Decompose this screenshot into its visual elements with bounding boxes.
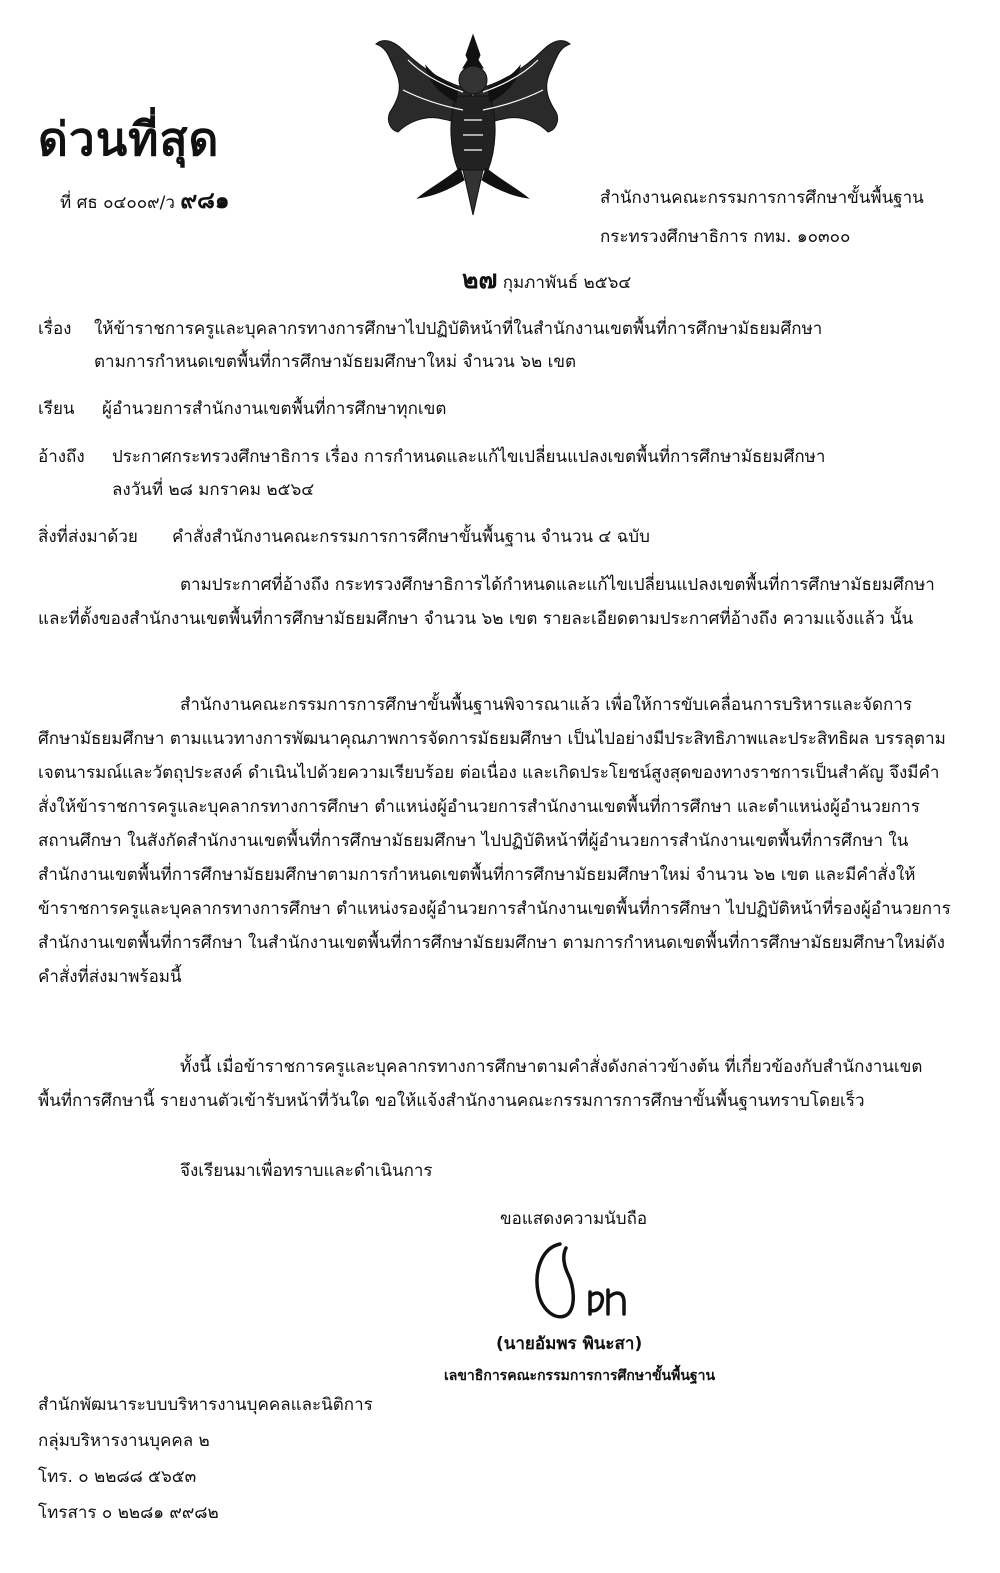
salutation-text: ผู้อำนวยการสำนักงานเขตพื้นที่การศึกษาทุกเขต [102,399,447,419]
signatory-name: (นายอัมพร พินะสา) [496,1334,643,1354]
handwritten-signature [528,1236,648,1326]
document-number-prefix: ที่ ศธ ๐๔๐๐๙/ว [60,193,175,213]
date-month-year: กุมภาพันธ์ ๒๕๖๔ [502,273,632,293]
salutation-label: เรียน [38,399,75,419]
document-number [60,183,230,219]
document-date [462,260,631,300]
office-name: สำนักงานคณะกรรมการการศึกษาขั้นพื้นฐาน [600,188,924,208]
document-number-value: ๙๘๑ [180,188,230,214]
reference-line-2: ลงวันที่ ๒๘ มกราคม ๒๕๖๔ [112,480,315,500]
footer-fax: โทรสาร ๐ ๒๒๘๑ ๙๙๘๒ [38,1503,219,1523]
reference-label: อ้างถึง [38,447,85,467]
date-day: ๒๗ [462,265,498,294]
regards: ขอแสดงความนับถือ [500,1209,648,1229]
office-address: กระทรวงศึกษาธิการ กทม. ๑๐๓๐๐ [600,227,851,247]
subject-line-2: ตามการกำหนดเขตพื้นที่การศึกษามัธยมศึกษาใหม่ จำนวน ๖๒ เขต [94,352,577,372]
subject-line-1: ให้ข้าราชการครูและบุคลากรทางการศึกษาไปปฏิบัติหน้าที่ในสำนักงานเขตพื้นที่การศึกษามัธยมศึกษา [94,319,823,339]
footer-department: สำนักพัฒนาระบบบริหารงานบุคคลและนิติการ [38,1395,373,1415]
signatory-title: เลขาธิการคณะกรรมการการศึกษาขั้นพื้นฐาน [444,1368,716,1384]
garuda-emblem-icon [368,30,578,220]
body-paragraph-2: สำนักงานคณะกรรมการการศึกษาขั้นพื้นฐานพิจารณาแล้ว เพื่อให้การขับเคลื่อนการบริหารและจัดการศึกษามัธยมศึกษา ตามแนวทางการพัฒนาคุณภาพการจัดการมัธยมศึกษา เป็นไปอย่างมีประสิทธิภาพและประสิทธิผล บรรลุตามเจตนารมณ์และวัตถุประสงค์ ดำเนินไปด้วยความเรียบร้อย ต่อเนื่อง และเกิดประโยชน์สูงสุดของทางราชการเป็นสำคัญ จึงมีคำสั่งให้ข้าราชการครูและบุคลากรทางการศึกษา ตำแหน่งผู้อำนวยการสำนักงานเขตพื้นที่การศึกษา และตำแหน่งผู้อำนวยการสถานศึกษา ในสังกัดสำนักงานเขตพื้นที่การศึกษามัธยมศึกษา ไปปฏิบัติหน้าที่ผู้อำนวยการสำนักงานเขตพื้นที่การศึกษา ในสำนักงานเขตพื้นที่การศึกษามัธยมศึกษาตามการกำหนดเขตพื้นที่การศึกษามัธยมศึกษาใหม่ จำนวน ๖๒ เขต และมีคำสั่งให้ข้าราชการครูและบุคลากรทางการศึกษา ตำแหน่งรองผู้อำนวยการสำนักงานเขตพื้นที่การศึกษา ไปปฏิบัติหน้าที่รองผู้อำนวยการสำนักงานเขตพื้นที่การศึกษา ในสำนักงานเขตพื้นที่การศึกษามัธยมศึกษา ตามการกำหนดเขตพื้นที่การศึกษามัธยมศึกษาใหม่ดังคำสั่งที่ส่งมาพร้อมนี้ [38,695,951,987]
footer-telephone: โทร. ๐ ๒๒๘๘ ๕๖๕๓ [38,1467,197,1487]
enclosure-label: สิ่งที่ส่งมาด้วย [38,527,138,547]
enclosure-text: คำสั่งสำนักงานคณะกรรมการการศึกษาขั้นพื้นฐาน จำนวน ๔ ฉบับ [172,527,650,547]
closing-sentence: จึงเรียนมาเพื่อทราบและดำเนินการ [180,1161,433,1181]
body-paragraph-3: ทั้งนี้ เมื่อข้าราชการครูและบุคลากรทางการศึกษาตามคำสั่งดังกล่าวข้างต้น ที่เกี่ยวข้องกับสำนักงานเขตพื้นที่การศึกษานี้ รายงานตัวเข้ารับหน้าที่วันใด ขอให้แจ้งสำนักงานคณะกรรมการการศึกษาขั้นพื้นฐานทราบโดยเร็ว [38,1057,923,1111]
footer-group: กลุ่มบริหารงานบุคคล ๒ [38,1431,210,1451]
body-paragraph-1: ตามประกาศที่อ้างถึง กระทรวงศึกษาธิการได้กำหนดและแก้ไขเปลี่ยนแปลงเขตพื้นที่การศึกษามัธยมศึกษา และที่ตั้งของสำนักงานเขตพื้นที่การศึกษามัธยมศึกษา จำนวน ๖๒ เขต รายละเอียดตามประกาศที่อ้างถึง ความแจ้งแล้ว นั้น [38,575,935,629]
reference-line-1: ประกาศกระทรวงศึกษาธิการ เรื่อง การกำหนดและแก้ไขเปลี่ยนแปลงเขตพื้นที่การศึกษามัธยมศึกษา [112,447,826,467]
urgency-label: ด่วนที่สุด [38,112,220,166]
subject-label: เรื่อง [38,319,72,339]
